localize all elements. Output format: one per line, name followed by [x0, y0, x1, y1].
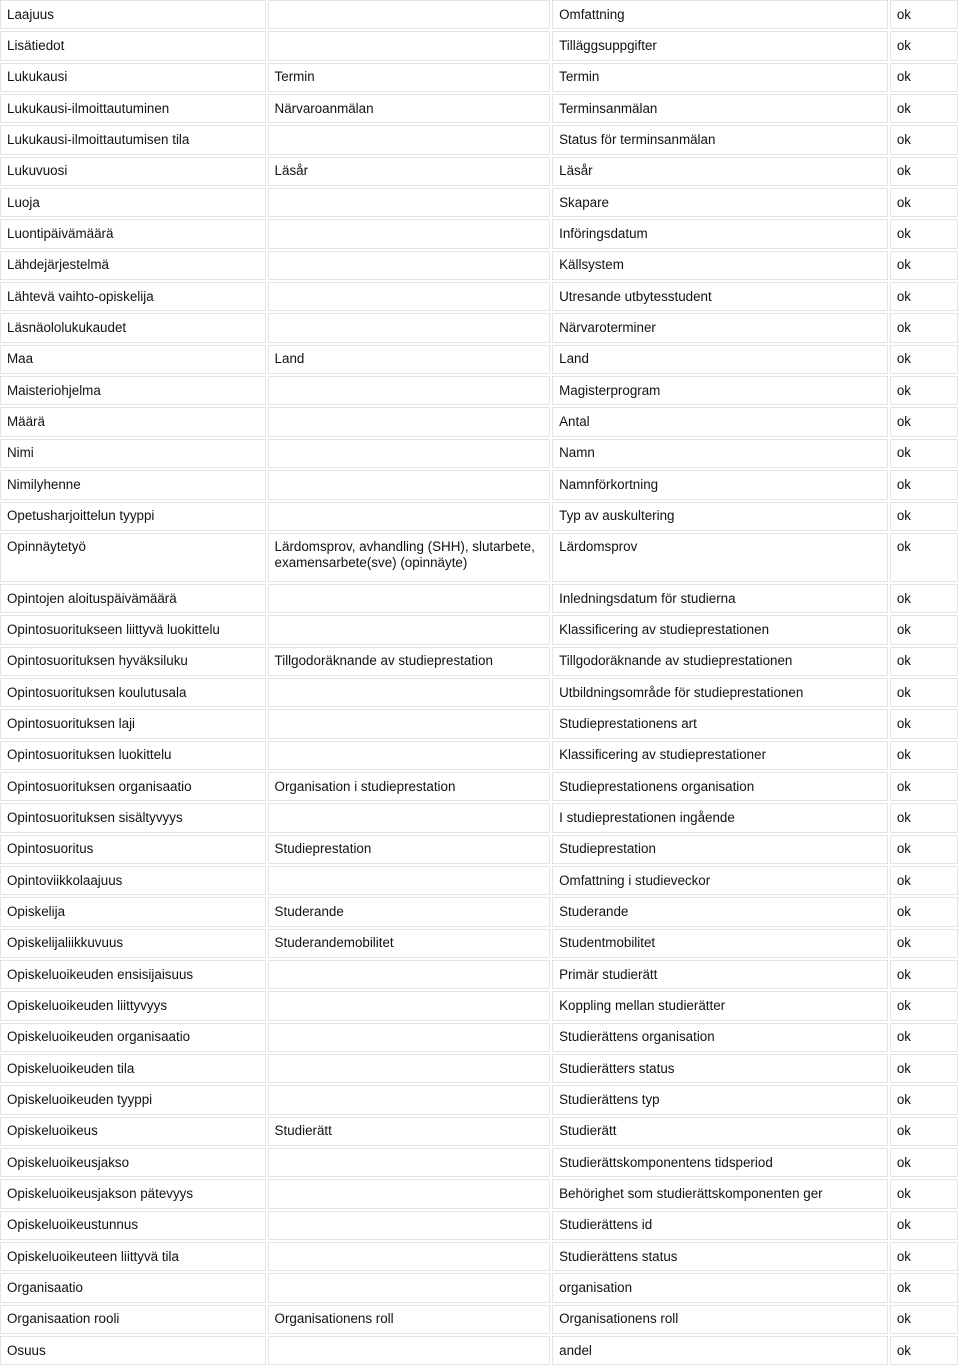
status-cell: ok [890, 897, 958, 926]
table-row [0, 991, 958, 1020]
suggested-swedish-cell [268, 1023, 551, 1052]
finnish-term-cell: Luontipäivämäärä [0, 219, 266, 248]
table-row [0, 1305, 958, 1334]
suggested-swedish-cell [268, 741, 551, 770]
status-cell: ok [890, 803, 958, 832]
finnish-term-cell: Nimilyhenne [0, 470, 266, 499]
finnish-term-cell: Opintosuorituksen laji [0, 709, 266, 738]
suggested-swedish-cell [268, 1085, 551, 1114]
table-row [0, 1211, 958, 1240]
suggested-swedish-cell [268, 1179, 551, 1208]
table-row [0, 376, 958, 405]
finnish-term-cell: Opiskeluoikeuden organisaatio [0, 1023, 266, 1052]
swedish-term-cell: Studierättens status [552, 1242, 888, 1271]
swedish-term-cell: Terminsanmälan [552, 94, 888, 123]
suggested-swedish-cell [268, 219, 551, 248]
swedish-term-cell: Primär studierätt [552, 960, 888, 989]
table-row [0, 407, 958, 436]
finnish-term-cell: Opintoviikkolaajuus [0, 866, 266, 895]
status-cell: ok [890, 219, 958, 248]
finnish-term-cell: Opintosuorituksen koulutusala [0, 678, 266, 707]
finnish-term-cell: Luoja [0, 188, 266, 217]
finnish-term-cell: Lukukausi-ilmoittautuminen [0, 94, 266, 123]
status-cell: ok [890, 533, 958, 582]
finnish-term-cell: Opiskeluoikeustunnus [0, 1211, 266, 1240]
status-cell: ok [890, 866, 958, 895]
suggested-swedish-cell [268, 188, 551, 217]
suggested-swedish-cell: Läsår [268, 157, 551, 186]
swedish-term-cell: Studierättens organisation [552, 1023, 888, 1052]
table-row [0, 678, 958, 707]
table-row [0, 439, 958, 468]
swedish-term-cell: Tilläggsuppgifter [552, 31, 888, 60]
table-row [0, 63, 958, 92]
finnish-term-cell: Opintosuoritukseen liittyvä luokittelu [0, 615, 266, 644]
status-cell: ok [890, 407, 958, 436]
suggested-swedish-cell [268, 1054, 551, 1083]
suggested-swedish-cell [268, 282, 551, 311]
table-row [0, 1242, 958, 1271]
finnish-term-cell: Maa [0, 345, 266, 374]
table-row [0, 803, 958, 832]
suggested-swedish-cell [268, 1273, 551, 1302]
swedish-term-cell: Källsystem [552, 251, 888, 280]
suggested-swedish-cell: Studieprestation [268, 835, 551, 864]
status-cell: ok [890, 1117, 958, 1146]
swedish-term-cell: Läsår [552, 157, 888, 186]
swedish-term-cell: Status för terminsanmälan [552, 125, 888, 154]
suggested-swedish-cell: Organisationens roll [268, 1305, 551, 1334]
status-cell: ok [890, 584, 958, 613]
finnish-term-cell: Opiskeluoikeuteen liittyvä tila [0, 1242, 266, 1271]
status-cell: ok [890, 188, 958, 217]
swedish-term-cell: Tillgodoräknande av studieprestationen [552, 647, 888, 676]
table-row [0, 1054, 958, 1083]
suggested-swedish-cell: Lärdomsprov, avhandling (SHH), slutarbete, examensarbete(sve) (opinnäyte) [268, 533, 551, 582]
suggested-swedish-cell: Studierätt [268, 1117, 551, 1146]
swedish-term-cell: Studierätters status [552, 1054, 888, 1083]
suggested-swedish-cell [268, 439, 551, 468]
finnish-term-cell: Opiskelijaliikkuvuus [0, 929, 266, 958]
finnish-term-cell: Määrä [0, 407, 266, 436]
status-cell: ok [890, 1336, 958, 1365]
status-cell: ok [890, 615, 958, 644]
finnish-term-cell: Opiskelija [0, 897, 266, 926]
status-cell: ok [890, 502, 958, 531]
status-cell: ok [890, 678, 958, 707]
status-cell: ok [890, 31, 958, 60]
swedish-term-cell: Skapare [552, 188, 888, 217]
table-row [0, 960, 958, 989]
swedish-term-cell: Studerande [552, 897, 888, 926]
status-cell: ok [890, 960, 958, 989]
status-cell: ok [890, 63, 958, 92]
swedish-term-cell: Studierättskomponentens tidsperiod [552, 1148, 888, 1177]
status-cell: ok [890, 1273, 958, 1302]
suggested-swedish-cell [268, 709, 551, 738]
table-row [0, 1117, 958, 1146]
suggested-swedish-cell [268, 866, 551, 895]
status-cell: ok [890, 313, 958, 342]
status-cell: ok [890, 94, 958, 123]
finnish-term-cell: Maisteriohjelma [0, 376, 266, 405]
suggested-swedish-cell [268, 1211, 551, 1240]
finnish-term-cell: Osuus [0, 1336, 266, 1365]
status-cell: ok [890, 929, 958, 958]
status-cell: ok [890, 0, 958, 29]
swedish-term-cell: Typ av auskultering [552, 502, 888, 531]
table-row [0, 929, 958, 958]
table-row [0, 866, 958, 895]
status-cell: ok [890, 376, 958, 405]
suggested-swedish-cell [268, 251, 551, 280]
status-cell: ok [890, 470, 958, 499]
table-row [0, 1273, 958, 1302]
suggested-swedish-cell: Termin [268, 63, 551, 92]
swedish-term-cell: Närvaroterminer [552, 313, 888, 342]
suggested-swedish-cell [268, 470, 551, 499]
status-cell: ok [890, 1211, 958, 1240]
suggested-swedish-cell [268, 1148, 551, 1177]
suggested-swedish-cell [268, 502, 551, 531]
finnish-term-cell: Opintosuorituksen hyväksiluku [0, 647, 266, 676]
swedish-term-cell: Land [552, 345, 888, 374]
swedish-term-cell: andel [552, 1336, 888, 1365]
suggested-swedish-cell: Organisation i studieprestation [268, 772, 551, 801]
finnish-term-cell: Opintojen aloituspäivämäärä [0, 584, 266, 613]
swedish-term-cell: Utbildningsområde för studieprestationen [552, 678, 888, 707]
status-cell: ok [890, 251, 958, 280]
table-row [0, 897, 958, 926]
finnish-term-cell: Opiskeluoikeuden tyyppi [0, 1085, 266, 1114]
swedish-term-cell: Studieprestation [552, 835, 888, 864]
swedish-term-cell: Magisterprogram [552, 376, 888, 405]
table-row [0, 31, 958, 60]
suggested-swedish-cell [268, 1336, 551, 1365]
suggested-swedish-cell [268, 376, 551, 405]
finnish-term-cell: Nimi [0, 439, 266, 468]
swedish-term-cell: Studierättens typ [552, 1085, 888, 1114]
swedish-term-cell: Namnförkortning [552, 470, 888, 499]
suggested-swedish-cell: Studerande [268, 897, 551, 926]
table-row [0, 470, 958, 499]
suggested-swedish-cell: Land [268, 345, 551, 374]
swedish-term-cell: I studieprestationen ingående [552, 803, 888, 832]
table-row [0, 251, 958, 280]
status-cell: ok [890, 1148, 958, 1177]
swedish-term-cell: Studierättens id [552, 1211, 888, 1240]
swedish-term-cell: Studieprestationens art [552, 709, 888, 738]
swedish-term-cell: Behörighet som studierättskomponenten ger [552, 1179, 888, 1208]
finnish-term-cell: Lisätiedot [0, 31, 266, 60]
status-cell: ok [890, 345, 958, 374]
table-row [0, 502, 958, 531]
suggested-swedish-cell [268, 991, 551, 1020]
table-row [0, 615, 958, 644]
suggested-swedish-cell [268, 407, 551, 436]
finnish-term-cell: Opiskeluoikeuden ensisijaisuus [0, 960, 266, 989]
suggested-swedish-cell [268, 615, 551, 644]
table-row [0, 282, 958, 311]
table-row [0, 345, 958, 374]
swedish-term-cell: Termin [552, 63, 888, 92]
swedish-term-cell: Lärdomsprov [552, 533, 888, 582]
table-row [0, 1023, 958, 1052]
swedish-term-cell: Omfattning i studieveckor [552, 866, 888, 895]
suggested-swedish-cell [268, 584, 551, 613]
status-cell: ok [890, 1242, 958, 1271]
table-row [0, 709, 958, 738]
finnish-term-cell: Opiskeluoikeus [0, 1117, 266, 1146]
finnish-term-cell: Lukuvuosi [0, 157, 266, 186]
status-cell: ok [890, 1085, 958, 1114]
swedish-term-cell: Studierätt [552, 1117, 888, 1146]
table-row [0, 313, 958, 342]
status-cell: ok [890, 282, 958, 311]
suggested-swedish-cell [268, 960, 551, 989]
table-row [0, 1085, 958, 1114]
status-cell: ok [890, 1023, 958, 1052]
suggested-swedish-cell [268, 0, 551, 29]
swedish-term-cell: Klassificering av studieprestationen [552, 615, 888, 644]
swedish-term-cell: Organisationens roll [552, 1305, 888, 1334]
swedish-term-cell: Studieprestationens organisation [552, 772, 888, 801]
table-row [0, 835, 958, 864]
table-row [0, 219, 958, 248]
status-cell: ok [890, 835, 958, 864]
status-cell: ok [890, 439, 958, 468]
suggested-swedish-cell [268, 803, 551, 832]
status-cell: ok [890, 125, 958, 154]
table-row [0, 1148, 958, 1177]
finnish-term-cell: Opetusharjoittelun tyyppi [0, 502, 266, 531]
status-cell: ok [890, 1179, 958, 1208]
status-cell: ok [890, 1054, 958, 1083]
finnish-term-cell: Läsnäololukukaudet [0, 313, 266, 342]
table-row [0, 1179, 958, 1208]
status-cell: ok [890, 1305, 958, 1334]
status-cell: ok [890, 991, 958, 1020]
table-row [0, 533, 958, 582]
swedish-term-cell: Antal [552, 407, 888, 436]
swedish-term-cell: Införingsdatum [552, 219, 888, 248]
swedish-term-cell: Koppling mellan studierätter [552, 991, 888, 1020]
suggested-swedish-cell [268, 1242, 551, 1271]
finnish-term-cell: Lähdejärjestelmä [0, 251, 266, 280]
finnish-term-cell: Lähtevä vaihto-opiskelija [0, 282, 266, 311]
swedish-term-cell: organisation [552, 1273, 888, 1302]
table-row [0, 157, 958, 186]
finnish-term-cell: Opiskeluoikeusjakson pätevyys [0, 1179, 266, 1208]
table-row [0, 741, 958, 770]
status-cell: ok [890, 647, 958, 676]
table-row [0, 94, 958, 123]
swedish-term-cell: Utresande utbytesstudent [552, 282, 888, 311]
finnish-term-cell: Organisaatio [0, 1273, 266, 1302]
finnish-term-cell: Opintosuoritus [0, 835, 266, 864]
finnish-term-cell: Opiskeluoikeuden liittyvyys [0, 991, 266, 1020]
finnish-term-cell: Opinnäytetyö [0, 533, 266, 582]
suggested-swedish-cell [268, 125, 551, 154]
finnish-term-cell: Opintosuorituksen organisaatio [0, 772, 266, 801]
table-row [0, 125, 958, 154]
finnish-term-cell: Lukukausi [0, 63, 266, 92]
finnish-term-cell: Opiskeluoikeuden tila [0, 1054, 266, 1083]
table-row [0, 772, 958, 801]
table-row [0, 584, 958, 613]
suggested-swedish-cell: Tillgodoräknande av studieprestation [268, 647, 551, 676]
finnish-term-cell: Lukukausi-ilmoittautumisen tila [0, 125, 266, 154]
swedish-term-cell: Studentmobilitet [552, 929, 888, 958]
status-cell: ok [890, 709, 958, 738]
table-row [0, 647, 958, 676]
suggested-swedish-cell: Studerandemobilitet [268, 929, 551, 958]
finnish-term-cell: Opiskeluoikeusjakso [0, 1148, 266, 1177]
table-row [0, 188, 958, 217]
table-row [0, 1336, 958, 1365]
suggested-swedish-cell [268, 313, 551, 342]
table-row [0, 0, 958, 29]
swedish-term-cell: Klassificering av studieprestationer [552, 741, 888, 770]
status-cell: ok [890, 741, 958, 770]
finnish-term-cell: Opintosuorituksen luokittelu [0, 741, 266, 770]
finnish-term-cell: Laajuus [0, 0, 266, 29]
suggested-swedish-cell [268, 678, 551, 707]
finnish-term-cell: Opintosuorituksen sisältyvyys [0, 803, 266, 832]
suggested-swedish-cell: Närvaroanmälan [268, 94, 551, 123]
status-cell: ok [890, 772, 958, 801]
swedish-term-cell: Inledningsdatum för studierna [552, 584, 888, 613]
swedish-term-cell: Namn [552, 439, 888, 468]
status-cell: ok [890, 157, 958, 186]
suggested-swedish-cell [268, 31, 551, 60]
finnish-term-cell: Organisaation rooli [0, 1305, 266, 1334]
swedish-term-cell: Omfattning [552, 0, 888, 29]
